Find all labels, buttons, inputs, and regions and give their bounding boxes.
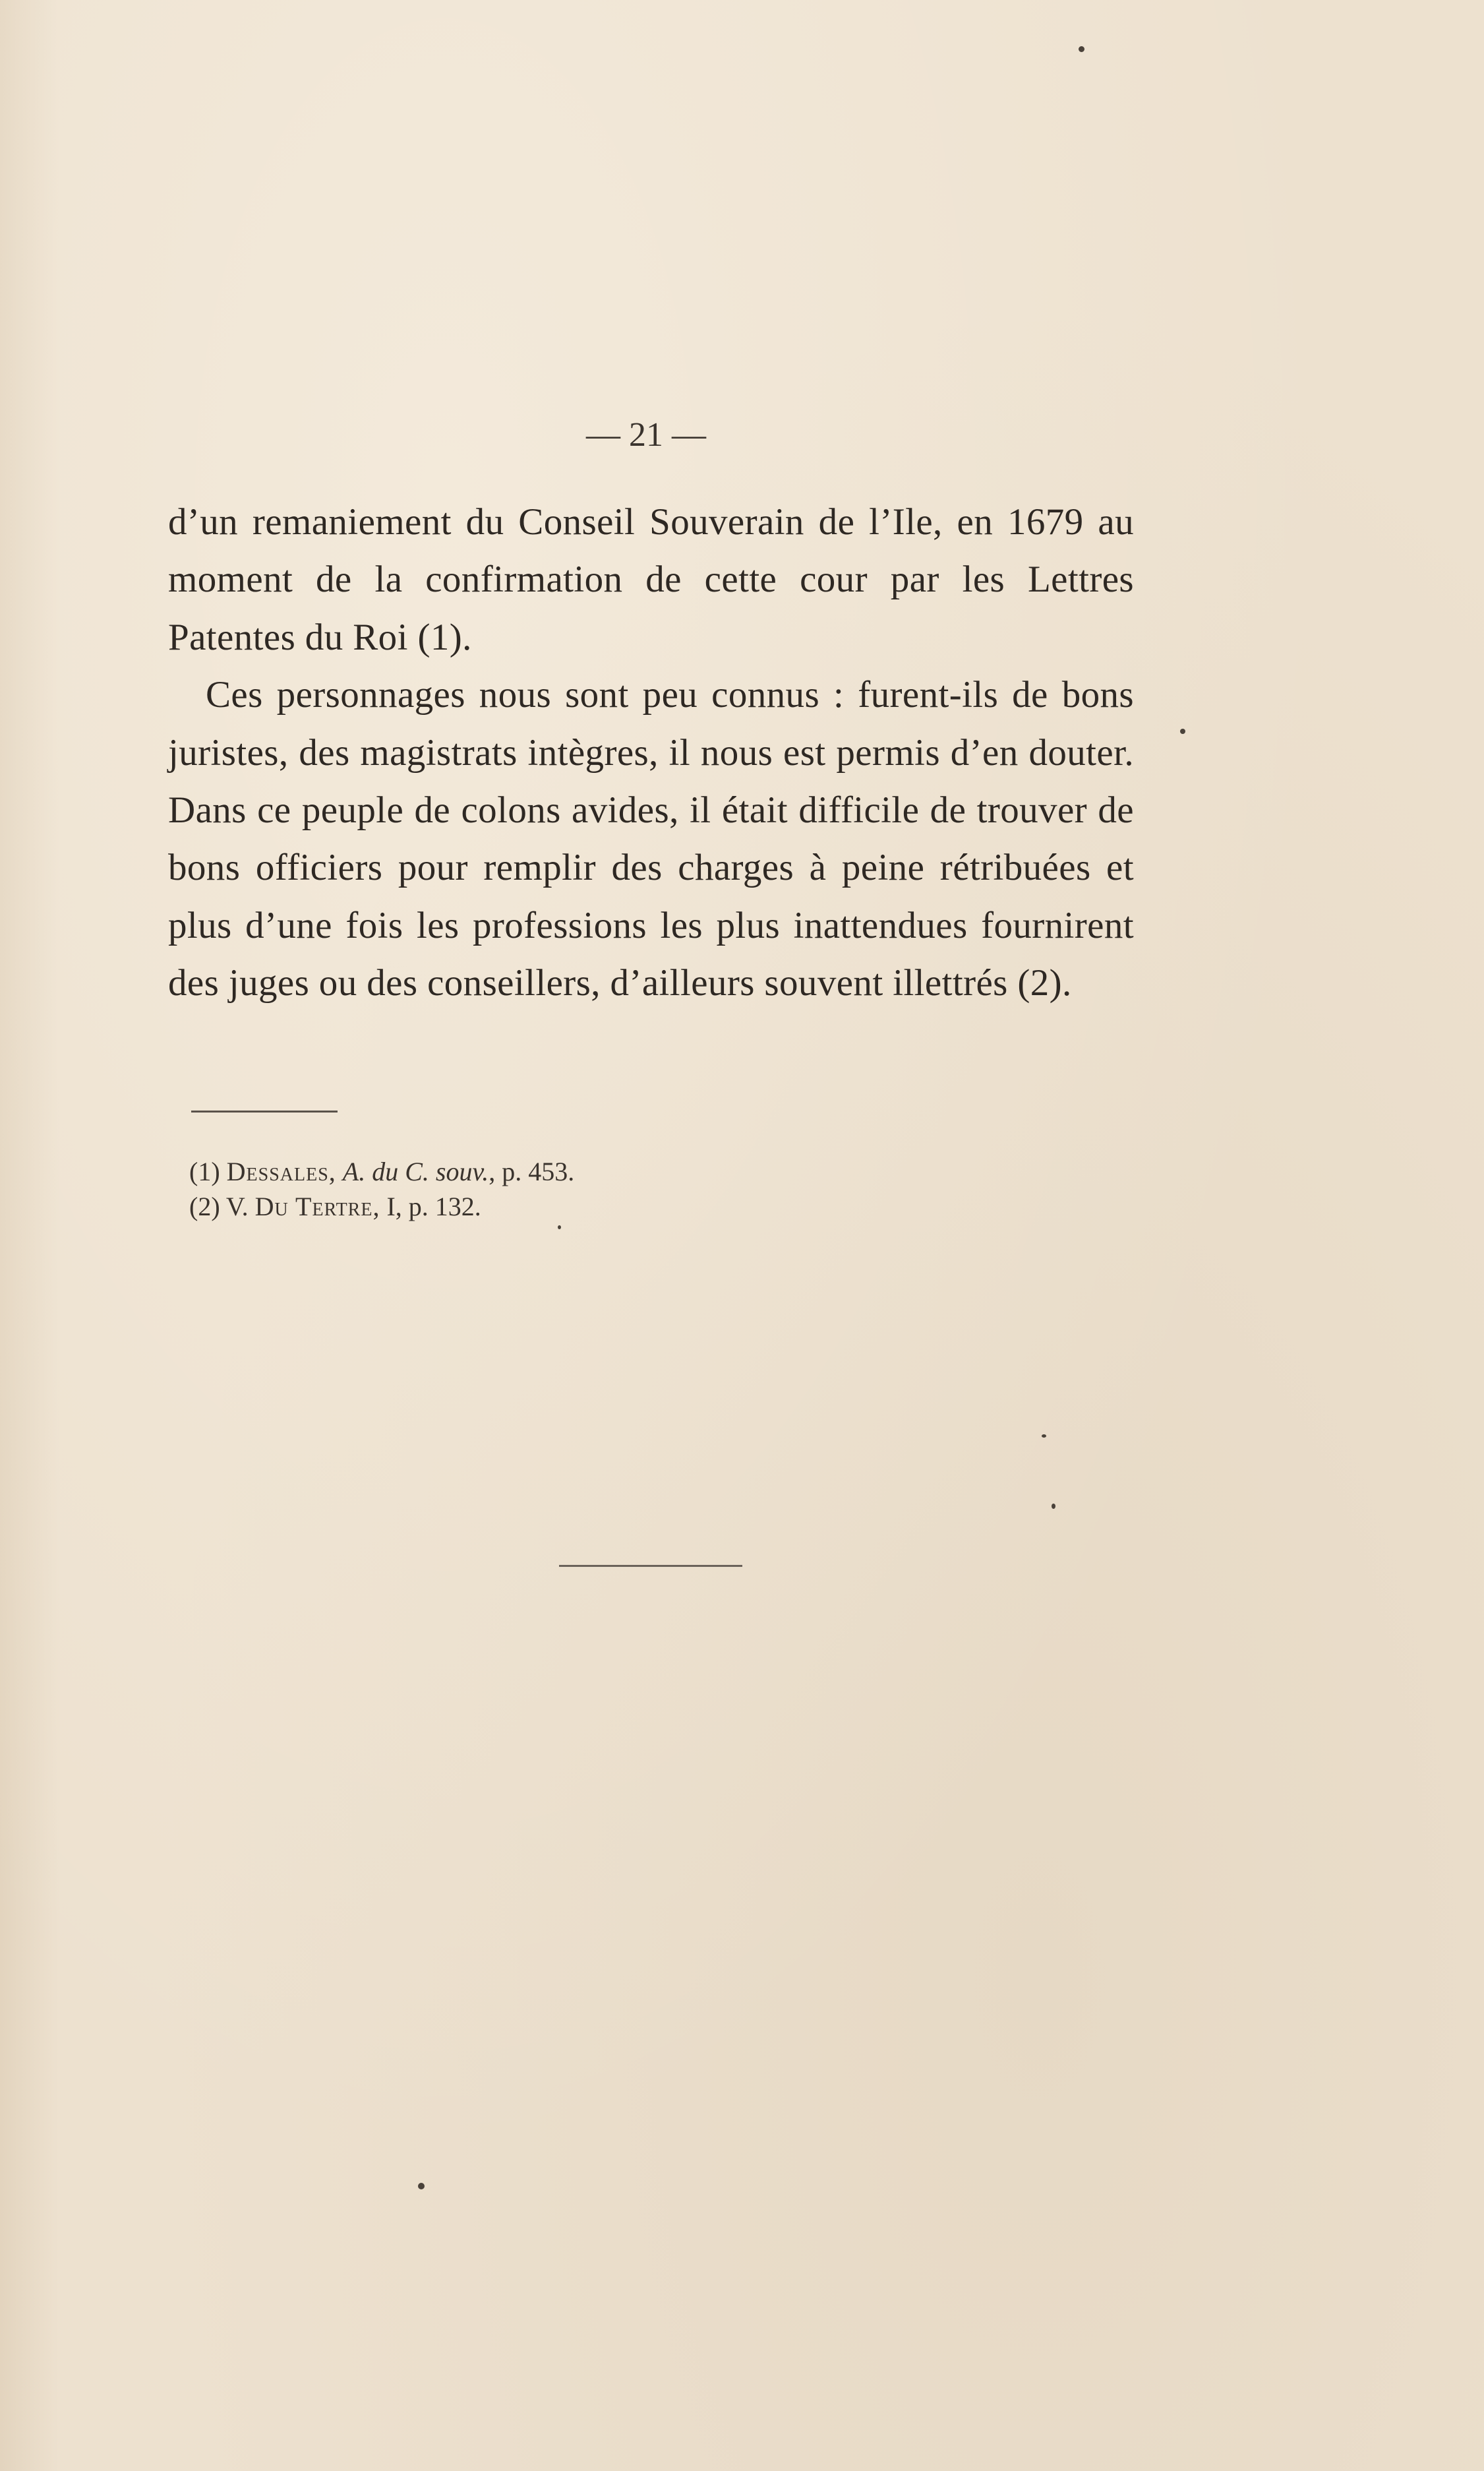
footnote-1 [189,1154,1046,1189]
paper-speck [418,2183,425,2189]
paper-speck [1052,1504,1055,1509]
footnotes [189,1154,1046,1224]
end-rule [559,1565,742,1567]
body-text [168,493,1134,1012]
footnote-2-author-prefix: V. [225,1192,255,1221]
footnote-2-mark: (2) [189,1192,220,1221]
paper-speck [1180,729,1185,734]
footnote-2-author: Du Tertre, [254,1192,380,1221]
paper-speck [1042,1434,1046,1438]
paper-speck [1079,46,1084,52]
footnote-1-work: A. du C. souv. [342,1157,489,1186]
footnote-separator [191,1111,338,1113]
footnote-1-ref: , p. 453. [489,1157,575,1186]
paragraph-1: d’un remaniement du Conseil Souverain de l’Ile, en 1679 au moment de la confirmation de cette cour par les Lettres Patentes du Roi (1). [168,501,1134,658]
paragraph-2: Ces personnages nous sont peu connus : furent-ils de bons juristes, des magistrats intègres, il nous est permis d’en douter. Dans ce peuple de colons avides, il était difficile de trouver de bons officiers pour remplir des charges à peine rétribuées et plus d’une fois les professions les plus inattendues fournirent des juges ou des conseillers, d’ailleurs souvent illettrés (2). [168,674,1134,1004]
page-number: — 21 — [586,416,706,454]
footnote-2-ref: I, p. 132. [380,1192,481,1221]
footnote-1-mark: (1) [189,1157,220,1186]
footnote-2 [189,1189,1046,1224]
paper-speck [558,1225,561,1229]
footnote-1-author: Dessales, [226,1157,336,1186]
